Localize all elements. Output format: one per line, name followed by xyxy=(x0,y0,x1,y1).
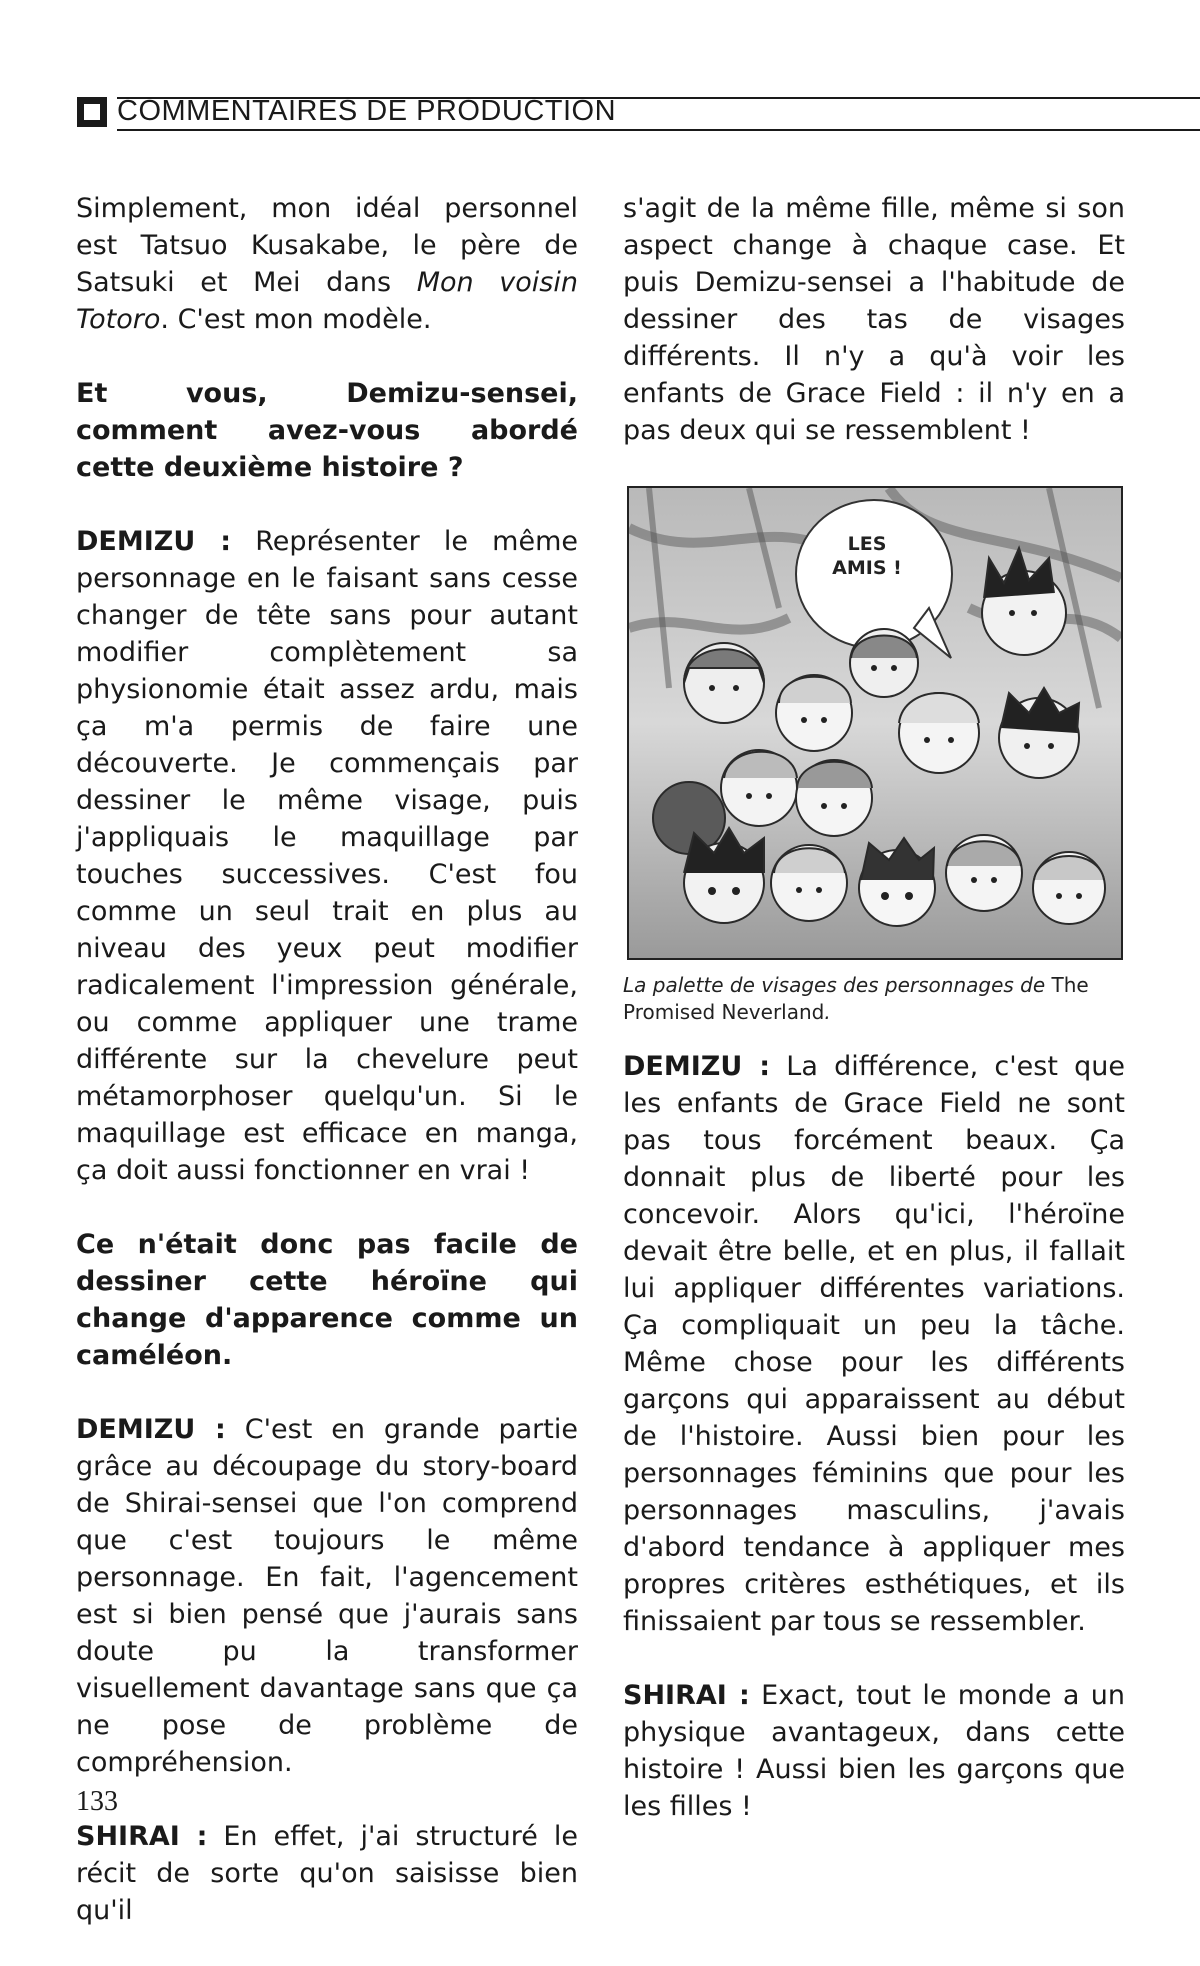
speaker-label: DEMIZU : xyxy=(76,1414,226,1445)
figure-caption: La palette de visages des personnages de The Promised Neverland. xyxy=(623,973,1089,1024)
interview-question: Ce n'était donc pas facile de dessiner cette héroïne qui change d'apparence comme un caméléon. xyxy=(76,1229,578,1371)
interview-answer: DEMIZU : Représenter le même personnage en le faisant sans cesse changer de tête sans pour autant modifier complètement sa physionomie était assez ardu, mais ça m'a permis de faire une découverte. Je commençais par dessiner le même visage, puis j'appliquais le maquillage par touches successives. C'est fou comme un seul trait en plus au niveau des yeux peut modifier radicalement l'impression générale, ou comme appliquer une trame différente sur la chevelure peut métamorphoser quelqu'un. Si le maquillage est efficace en manga, ça doit aussi fonctionner en vrai ! xyxy=(76,526,578,1186)
work-title: Mon voisin Totoro xyxy=(76,267,578,335)
interview-question: Et vous, Demizu-sensei, comment avez-vous abordé cette deuxième histoire ? xyxy=(76,378,578,483)
header-rule xyxy=(117,129,1200,131)
section-marker-icon xyxy=(77,97,107,127)
speaker-label: SHIRAI : xyxy=(76,1821,208,1852)
interview-answer: DEMIZU : La différence, c'est que les enfants de Grace Field ne sont pas tous forcément beaux. Ça donnait plus de liberté pour les concevoir. Alors qu'ici, l'héroïne devait être belle, et en plus, il fallait lui appliquer différentes variations. Ça compliquait un peu la tâche. Même chose pour les différents garçons qui apparaissent au début de l'histoire. Aussi bien pour les personnages féminins que pour les personnages masculins, j'avais d'abord tendance à appliquer mes propres critères esthétiques, et ils finissaient par tous se ressembler. xyxy=(623,1051,1125,1637)
page-number: 133 xyxy=(76,1786,118,1817)
right-column xyxy=(623,190,1125,1862)
interview-answer: SHIRAI : En effet, j'ai structuré le récit de sorte qu'on saisisse bien qu'il xyxy=(76,1821,578,1926)
illustration-drawing xyxy=(629,488,1121,958)
speech-text: AMIS ! xyxy=(832,557,902,579)
speaker-label: DEMIZU : xyxy=(76,526,232,557)
manga-illustration xyxy=(627,486,1123,960)
speech-text: LES xyxy=(847,533,887,555)
interview-answer: SHIRAI : Exact, tout le monde a un physique avantageux, dans cette histoire ! Aussi bien les garçons que les filles ! xyxy=(623,1680,1125,1822)
paragraph: s'agit de la même fille, même si son aspect change à chaque case. Et puis Demizu-sensei a l'habitude de dessiner des tas de visages différents. Il n'y a qu'à voir les enfants de Grace Field : il n'y en a pas deux qui se ressemblent ! xyxy=(623,193,1125,446)
caption-work-title: The Promised Neverland xyxy=(623,973,1089,1024)
interview-answer: DEMIZU : C'est en grande partie grâce au découpage du story-board de Shirai-sensei que l'on comprend que c'est toujours le même personnage. En fait, l'agencement est si bien pensé que j'aurais sans doute pu la transformer visuellement davantage sans que ça ne pose de problème de compréhension. xyxy=(76,1414,578,1778)
section-title: COMMENTAIRES DE PRODUCTION xyxy=(117,95,617,127)
speaker-label: SHIRAI : xyxy=(623,1680,750,1711)
section-header xyxy=(77,97,1200,131)
paragraph: Simplement, mon idéal personnel est Tatsuo Kusakabe, le père de Satsuki et Mei dans Mon voisin Totoro. C'est mon modèle. xyxy=(76,193,578,335)
left-column xyxy=(76,190,578,1966)
speaker-label: DEMIZU : xyxy=(623,1051,771,1082)
